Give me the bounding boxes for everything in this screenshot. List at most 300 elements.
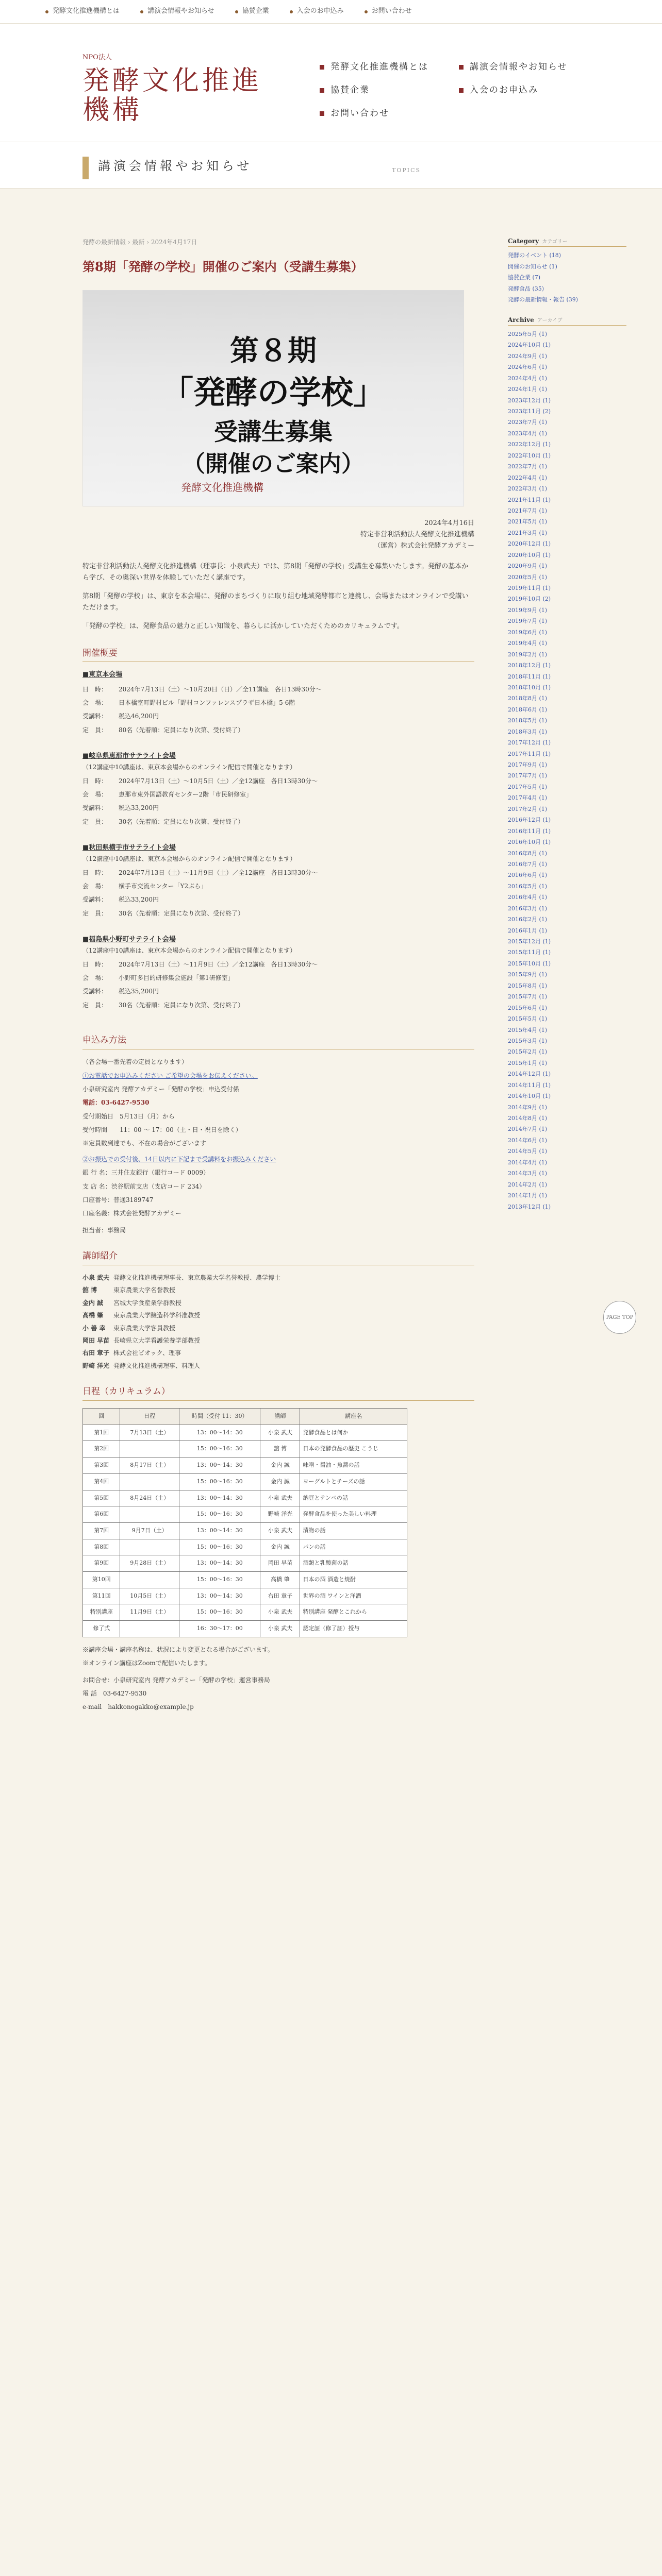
topbar-link-4[interactable]: [365, 6, 412, 17]
sidebar-archive-link[interactable]: 2015年10月 (1): [508, 960, 551, 967]
section-heading-apply: 申込み方法: [82, 1033, 474, 1049]
sig-operator: （運営）株式会社発酵アカデミー: [374, 541, 474, 550]
sidebar-archive-link[interactable]: 2021年5月 (1): [508, 518, 548, 526]
sidebar-archive-link[interactable]: 2014年9月 (1): [508, 1104, 548, 1111]
venue-info-row: [82, 698, 474, 708]
table-cell: 8月17日（土）: [120, 1458, 179, 1474]
table-row: [83, 1588, 407, 1604]
venue-info-key: 定 員：: [82, 726, 108, 734]
contact-line-3: e-mail hakkonogakko@example.jp: [82, 1703, 194, 1711]
table-row: [83, 1473, 407, 1490]
gnav-item-2[interactable]: [320, 83, 459, 98]
intro-paragraph-2: 第8期「発酵の学校」は、東京を本会場に、発酵のまちづくりに取り組む地域発酵都市と連携し、会場またはオンラインで受講いただけます。: [82, 592, 469, 612]
sidebar-archive-link[interactable]: 2018年8月 (1): [508, 695, 548, 702]
venue-info-key: 日 時：: [82, 685, 108, 693]
sidebar-archive-link[interactable]: 2018年10月 (1): [508, 684, 551, 691]
hero-line-1: 第８期: [230, 333, 317, 368]
sidebar-archive-link[interactable]: 2016年2月 (1): [508, 916, 548, 923]
venue-spacer: [82, 735, 474, 744]
venue-info-value: 30名（先着順：定員になり次第、受付終了）: [119, 909, 244, 917]
table-cell: 漬物の話: [300, 1522, 407, 1539]
venue-info-key: 定 員：: [82, 909, 108, 917]
table-cell: パンの話: [300, 1539, 407, 1555]
lecturer-row: [82, 1298, 474, 1308]
table-cell: 第4回: [83, 1473, 120, 1490]
topbar-link-label: 講演会情報やお知らせ: [147, 7, 214, 15]
logo-main-text: 発酵文化推進機構: [82, 65, 262, 126]
table-cell: 第1回: [83, 1425, 120, 1441]
sidebar-category-link[interactable]: 開催のお知らせ (1): [508, 263, 557, 270]
lecturer-row: [82, 1285, 474, 1295]
table-cell: 15：00〜16：30: [179, 1604, 260, 1621]
lecturer-row: [82, 1361, 474, 1371]
sidebar-archive-link[interactable]: 2018年5月 (1): [508, 717, 548, 724]
sidebar-archive-link[interactable]: 2022年12月 (1): [508, 441, 551, 448]
venue-info-value: 恵那市東外国語教育センター2階「市民研修室」: [119, 790, 253, 798]
page-top-button[interactable]: PAGE TOP: [603, 1301, 636, 1334]
venue-heading: ■岐阜県恵那市サテライト会場: [82, 752, 176, 760]
venue-info-value: 2024年7月13日（土）〜10月5日（土）／全12講座 各日13時30分〜: [119, 777, 318, 785]
gnav-item-4[interactable]: [320, 106, 459, 121]
section-heading-outline: 開催概要: [82, 646, 474, 663]
table-cell: [120, 1441, 179, 1458]
gnav-item-label: 発酵文化推進機構とは: [330, 62, 428, 72]
venue-info-row: [82, 1000, 474, 1010]
table-cell: 13：00〜14：30: [179, 1458, 260, 1474]
gnav-item-3[interactable]: [459, 83, 598, 98]
table-cell: [120, 1571, 179, 1588]
venue-info-value: 税込33,200円: [119, 896, 159, 904]
logo-small-text: NPO法人: [82, 54, 112, 61]
venue-info-key: 受講料：: [82, 988, 108, 995]
table-cell: 15：00〜16：30: [179, 1571, 260, 1588]
venue-info-value: 日本橋室町野村ビル「野村コンファレンスプラザ日本橋」5-6階: [119, 699, 295, 706]
sidebar-archive-link[interactable]: 2024年9月 (1): [508, 352, 548, 360]
topbar-link-1[interactable]: [140, 6, 214, 17]
sidebar-archive-link[interactable]: 2022年3月 (1): [508, 485, 548, 493]
lecturer-name: 高橋 肇: [82, 1312, 104, 1319]
topbar-link-3[interactable]: [290, 6, 344, 17]
table-cell: 小泉 武夫: [260, 1522, 300, 1539]
sidebar-archive-link[interactable]: 2015年3月 (1): [508, 1037, 548, 1044]
sidebar-category-link[interactable]: 発酵のイベント (18): [508, 252, 561, 259]
sidebar-archive-link[interactable]: 2018年11月 (1): [508, 673, 551, 680]
apply-hours-3: ※定員数到達でも、不在の場合がございます: [82, 1140, 207, 1147]
venue-info-key: 日 時：: [82, 960, 108, 968]
venue-spacer: [82, 827, 474, 836]
curriculum-header-cell: 講師: [260, 1409, 300, 1425]
venue-info-row: [82, 868, 474, 878]
venue-info-key: 日 時：: [82, 869, 108, 876]
sidebar-archive-link[interactable]: 2014年5月 (1): [508, 1148, 548, 1155]
square-bullet-icon: [320, 111, 324, 116]
table-cell: 小泉 武夫: [260, 1490, 300, 1506]
sidebar-archive-link[interactable]: 2020年5月 (1): [508, 573, 548, 581]
table-cell: [120, 1539, 179, 1555]
footnote-2: ※オンライン講座はZoomで配信いたします。: [82, 1659, 211, 1667]
sidebar-archive-link[interactable]: 2015年12月 (1): [508, 938, 551, 945]
table-cell: 世界の酒 ワインと洋酒: [300, 1588, 407, 1604]
table-cell: 特別講座: [83, 1604, 120, 1621]
square-bullet-icon: [459, 65, 464, 70]
topbar-link-0[interactable]: [45, 6, 120, 17]
sidebar-archive-link[interactable]: 2015年5月 (1): [508, 1015, 548, 1023]
sidebar-archive-link[interactable]: 2015年1月 (1): [508, 1059, 548, 1066]
table-row: [83, 1425, 407, 1441]
sidebar-archive-link[interactable]: 2020年9月 (1): [508, 563, 548, 570]
table-cell: 13：00〜14：30: [179, 1588, 260, 1604]
sidebar-category-heading: Category カテゴリー: [508, 236, 626, 247]
apply-hours-1: 受付期始日 5月13日（月）から: [82, 1112, 175, 1120]
venue-info-value: 30名（先着順：定員になり次第、受付終了）: [119, 1001, 244, 1009]
square-bullet-icon: [320, 88, 324, 93]
topbar-link-label: 発酵文化推進機構とは: [53, 7, 120, 15]
gnav-item-0[interactable]: [320, 60, 459, 75]
venue-subnote: （12講座中10講座は、東京本会場からのオンライン配信で開催となります）: [82, 947, 296, 955]
sidebar-archive-link[interactable]: 2016年1月 (1): [508, 927, 548, 934]
sidebar-archive-link[interactable]: 2021年3月 (1): [508, 529, 548, 536]
table-row: [83, 1571, 407, 1588]
sidebar-archive-link[interactable]: 2018年6月 (1): [508, 706, 548, 713]
square-bullet-icon: [320, 65, 324, 70]
post-title: 第8期「発酵の学校」開催のご案内（受講生募集）: [82, 259, 363, 274]
venue-info-value: 80名（先着順：定員になり次第、受付終了）: [119, 726, 244, 734]
apply-hours-2: 受付時間 11：00 〜 17：00（土・日・祝日を除く）: [82, 1126, 242, 1134]
top-utility-bar: [0, 0, 662, 24]
topbar-link-2[interactable]: [235, 6, 269, 17]
sidebar-archive-link[interactable]: 2020年10月 (1): [508, 551, 551, 558]
bullet-icon: [140, 10, 143, 13]
table-cell: [120, 1473, 179, 1490]
section-heading-lecturers: 講師紹介: [82, 1249, 474, 1265]
table-cell: 第3回: [83, 1458, 120, 1474]
sidebar-archive-link[interactable]: 2017年7月 (1): [508, 772, 548, 779]
table-cell: 味噌・醤油・魚醤の話: [300, 1458, 407, 1474]
table-cell: 第10回: [83, 1571, 120, 1588]
hero-logo: 発酵文化推進機構: [181, 481, 263, 494]
bank-line-2: 支 店 名：渋谷駅前支店（支店コード 234）: [82, 1182, 206, 1190]
sidebar-archive-link[interactable]: 2015年6月 (1): [508, 1004, 548, 1011]
table-cell: 第11回: [83, 1588, 120, 1604]
venue-info-row: [82, 803, 474, 813]
post-body: [82, 257, 474, 1716]
gnav-item-1[interactable]: [459, 60, 598, 75]
sidebar-archive-link[interactable]: 2017年4月 (1): [508, 794, 548, 802]
venue-info-row: [82, 684, 474, 694]
venue-list: [82, 669, 474, 1020]
curriculum-header-cell: 時間（受付 11：30）: [179, 1409, 260, 1425]
bullet-icon: [290, 10, 293, 13]
table-row: [83, 1555, 407, 1572]
table-cell: 15：00〜16：30: [179, 1539, 260, 1555]
sidebar-archive-link[interactable]: 2016年11月 (1): [508, 827, 551, 835]
venue-info-value: 小野町多目的研修集会施設「第1研修室」: [119, 974, 234, 982]
lecturer-row: [82, 1335, 474, 1346]
gnav-item-label: お問い合わせ: [330, 108, 389, 118]
sidebar-archive-link[interactable]: 2014年8月 (1): [508, 1115, 548, 1122]
gnav-item-label: 講演会情報やお知らせ: [470, 62, 568, 72]
sidebar-archive-link[interactable]: 2016年7月 (1): [508, 860, 548, 868]
sidebar-archive-link[interactable]: 2018年12月 (1): [508, 662, 551, 669]
sidebar-archive-link[interactable]: 2014年2月 (1): [508, 1181, 548, 1188]
bullet-icon: [45, 10, 48, 13]
table-cell: 金内 誠: [260, 1473, 300, 1490]
sidebar-archive-link[interactable]: 2016年12月 (1): [508, 817, 551, 824]
hero-line-2: 「発酵の学校」: [161, 373, 385, 411]
table-cell: 15：00〜16：30: [179, 1506, 260, 1523]
sidebar-archive-link[interactable]: 2017年12月 (1): [508, 739, 551, 747]
curriculum-header-cell: 講座名: [300, 1409, 407, 1425]
site-logo[interactable]: [82, 52, 278, 126]
apply-bank-link[interactable]: ②お振込での受付後、14日以内に下記まで受講料をお振込みください: [82, 1155, 276, 1163]
table-cell: 舘 博: [260, 1441, 300, 1458]
sidebar-archive-link[interactable]: 2019年2月 (1): [508, 651, 548, 658]
sig-org: 特定非営利活動法人発酵文化推進機構: [360, 530, 474, 538]
sidebar-category-link[interactable]: 協賛企業 (7): [508, 274, 541, 281]
lecturer-name: 金内 誠: [82, 1299, 104, 1307]
table-cell: 日本の酒 酒造と焼酎: [300, 1571, 407, 1588]
sidebar-archive-link[interactable]: 2019年7月 (1): [508, 618, 548, 625]
sidebar-archive-link[interactable]: 2019年9月 (1): [508, 606, 548, 614]
lecturer-name: 小 善 幸: [82, 1324, 106, 1332]
table-cell: 納豆とテンペの話: [300, 1490, 407, 1506]
intro-paragraph-1: 特定非営利活動法人発酵文化推進機構（理事長：小泉武夫）では、第8期「発酵の学校」受講生を募集いたします。発酵の基本から学び、その奥深い世界を体験していただく講座です。: [82, 563, 469, 582]
curriculum-header-cell: 回: [83, 1409, 120, 1425]
venue-info-row: [82, 881, 474, 891]
sidebar-archive-link[interactable]: 2019年6月 (1): [508, 629, 548, 636]
sidebar-archive-link[interactable]: 2017年5月 (1): [508, 783, 548, 790]
gnav-item-label: 入会のお申込み: [470, 84, 538, 95]
sidebar-archive-link[interactable]: 2014年7月 (1): [508, 1126, 548, 1133]
sidebar-archive-link[interactable]: 2014年1月 (1): [508, 1192, 548, 1199]
table-cell: 第2回: [83, 1441, 120, 1458]
apply-phone-link[interactable]: ①お電話でお申込みください ご希望の会場をお伝えください。: [82, 1072, 258, 1079]
sidebar: [508, 236, 626, 1212]
apply-tel: 電話：03-6427-9530: [82, 1099, 150, 1107]
table-cell: 日本の発酵食品の歴史 こうじ: [300, 1441, 407, 1458]
topbar-link-label: お問い合わせ: [371, 7, 412, 15]
table-cell: 岡田 早苗: [260, 1555, 300, 1572]
venue-info-key: 受講料：: [82, 713, 108, 720]
table-cell: 13：00〜14：30: [179, 1522, 260, 1539]
table-cell: 第6回: [83, 1506, 120, 1523]
table-row: [83, 1506, 407, 1523]
sidebar-archive-link[interactable]: 2015年8月 (1): [508, 982, 548, 989]
sidebar-archive-link[interactable]: 2025年5月 (1): [508, 330, 548, 337]
venue-info-row: [82, 973, 474, 983]
bullet-icon: [235, 10, 238, 13]
venue-info-key: 受講料：: [82, 804, 108, 812]
lecturer-name: 野崎 洋光: [82, 1362, 110, 1369]
venue-subnote: （12講座中10講座は、東京本会場からのオンライン配信で開催となります）: [82, 855, 296, 863]
venue-spacer: [82, 919, 474, 928]
lecturer-name: 岡田 早苗: [82, 1337, 110, 1345]
sidebar-archive-link[interactable]: 2024年1月 (1): [508, 386, 548, 393]
sidebar-archive-link[interactable]: 2017年2月 (1): [508, 805, 548, 812]
curriculum-header-cell: 日程: [120, 1409, 179, 1425]
sidebar-archive-link[interactable]: 2015年9月 (1): [508, 971, 548, 978]
table-cell: 金内 誠: [260, 1458, 300, 1474]
venue-info-row: [82, 817, 474, 827]
sidebar-archive-link[interactable]: 2022年4月 (1): [508, 474, 548, 481]
venue-info-row: [82, 986, 474, 996]
venue-info-row: [82, 776, 474, 786]
sidebar-category-link[interactable]: 発酵食品 (35): [508, 285, 544, 292]
table-cell: 13：00〜14：30: [179, 1490, 260, 1506]
sidebar-archive-link[interactable]: 2024年4月 (1): [508, 375, 548, 382]
square-bullet-icon: [459, 88, 464, 93]
category-list: [508, 250, 626, 305]
venue-heading: ■東京本会場: [82, 671, 123, 679]
table-cell: 野崎 洋光: [260, 1506, 300, 1523]
sidebar-archive-link[interactable]: 2017年11月 (1): [508, 750, 551, 757]
sidebar-archive-link[interactable]: 2013年12月 (1): [508, 1203, 551, 1210]
sidebar-archive-link[interactable]: 2014年3月 (1): [508, 1170, 548, 1177]
table-row: [83, 1604, 407, 1621]
table-cell: 発酵食品とは何か: [300, 1425, 407, 1441]
table-cell: 13：00〜14：30: [179, 1555, 260, 1572]
lecturer-row: [82, 1348, 474, 1358]
sidebar-archive-link[interactable]: 2022年10月 (1): [508, 452, 551, 459]
lecturer-name: 舘 博: [82, 1286, 97, 1294]
lecturer-role: 発酵文化推進機構理事、料理人: [113, 1362, 201, 1369]
contact-line-1: お問合せ：小泉研究室内 発酵アカデミー「発酵の学校」運営事務局: [82, 1676, 270, 1684]
sig-date: 2024年4月16日: [424, 519, 474, 527]
table-row: [83, 1490, 407, 1506]
sidebar-archive-link[interactable]: 2023年7月 (1): [508, 419, 548, 426]
lecturer-name: 小泉 武夫: [82, 1274, 110, 1282]
sidebar-category-link[interactable]: 発酵の最新情報・報告 (39): [508, 296, 578, 303]
sidebar-archive-link[interactable]: 2015年2月 (1): [508, 1048, 548, 1056]
table-cell: 7月13日（土）: [120, 1425, 179, 1441]
table-cell: 15：00〜16：30: [179, 1473, 260, 1490]
table-cell: 認定証（修了証）授与: [300, 1621, 407, 1637]
sidebar-archive-link[interactable]: 2015年11月 (1): [508, 949, 551, 956]
venue-info-value: 2024年7月13日（土）〜10月20日（日）／全11講座 各日13時30分〜: [119, 685, 322, 693]
venue-info-value: 税込46,200円: [119, 713, 159, 720]
sidebar-archive-link[interactable]: 2014年6月 (1): [508, 1137, 548, 1144]
sidebar-archive-link[interactable]: 2015年4月 (1): [508, 1026, 548, 1033]
table-cell: 特別講座 発酵とこれから: [300, 1604, 407, 1621]
sidebar-archive-link[interactable]: 2016年10月 (1): [508, 839, 551, 846]
apply-contact-person: 担当者：事務局: [82, 1226, 126, 1234]
venue-info-row: [82, 894, 474, 905]
lecturer-role: 東京農業大学客員教授: [113, 1324, 176, 1332]
lecturer-row: [82, 1273, 474, 1283]
bank-line-4: 口座名義：株式会社発酵アカデミー: [82, 1210, 181, 1217]
venue-info-key: 定 員：: [82, 1001, 108, 1009]
table-row: [83, 1441, 407, 1458]
table-cell: 小泉 武夫: [260, 1425, 300, 1441]
sidebar-archive-link[interactable]: 2014年10月 (1): [508, 1093, 551, 1100]
sidebar-archive-link[interactable]: 2021年11月 (1): [508, 496, 551, 503]
table-cell: 高橋 肇: [260, 1571, 300, 1588]
venue-subnote: （12講座中10講座は、東京本会場からのオンライン配信で開催となります）: [82, 764, 296, 771]
table-row: [83, 1522, 407, 1539]
sidebar-archive-link[interactable]: 2016年5月 (1): [508, 883, 548, 890]
contact-line-2: 電 話 03-6427-9530: [82, 1689, 147, 1697]
global-nav: [320, 60, 598, 121]
venue-info-value: 税込33,200円: [119, 804, 159, 812]
venue-info-row: [82, 908, 474, 919]
intro-paragraph-3: 「発酵の学校」は、発酵食品の魅力と正しい知識を、暮らしに活かしていただくためのカリキュラムです。: [82, 622, 404, 631]
table-cell: 13：00〜14：30: [179, 1425, 260, 1441]
sidebar-archive-link[interactable]: 2019年4月 (1): [508, 640, 548, 647]
archive-list: [508, 329, 626, 1212]
sidebar-archive-link[interactable]: 2023年4月 (1): [508, 430, 548, 437]
curriculum-table: [82, 1408, 407, 1637]
sidebar-archive-link[interactable]: 2020年12月 (1): [508, 540, 551, 548]
lecturer-row: [82, 1310, 474, 1320]
sidebar-archive-link[interactable]: 2014年11月 (1): [508, 1081, 551, 1089]
sidebar-archive-link[interactable]: 2016年8月 (1): [508, 850, 548, 857]
sidebar-archive-link[interactable]: 2019年10月 (2): [508, 596, 551, 603]
sidebar-archive-link[interactable]: 2018年3月 (1): [508, 728, 548, 735]
curriculum-header-row: [83, 1409, 407, 1425]
venue-info-row: [82, 725, 474, 735]
topbar-link-label: 入会のお申込み: [296, 7, 344, 15]
sidebar-archive-link[interactable]: 2015年7月 (1): [508, 993, 548, 1001]
page-title: 講演会情報やお知らせ: [98, 159, 253, 173]
table-cell: 11月9日（土）: [120, 1604, 179, 1621]
topbar-link-label: 協賛企業: [242, 7, 269, 15]
lecturer-role: 発酵文化推進機構理事長、東京農業大学名誉教授、農学博士: [113, 1274, 281, 1282]
sidebar-archive-link[interactable]: 2014年12月 (1): [508, 1071, 551, 1078]
venue-heading: ■福島県小野町サテライト会場: [82, 936, 176, 944]
lecturer-list: [82, 1273, 474, 1371]
site-header: [0, 24, 662, 142]
sidebar-archive-link[interactable]: 2022年7月 (1): [508, 463, 548, 470]
table-cell: 第7回: [83, 1522, 120, 1539]
lecturer-role: 東京農業大学名誉教授: [113, 1286, 176, 1294]
table-cell: 金内 誠: [260, 1539, 300, 1555]
sidebar-archive-link[interactable]: 2014年4月 (1): [508, 1159, 548, 1166]
sidebar-archive-heading: Archive アーカイブ: [508, 315, 626, 326]
hero-line-3: 受講生募集: [214, 417, 333, 446]
bank-line-1: 銀 行 名：三井住友銀行（銀行コード 0009）: [82, 1169, 209, 1177]
venue-info-value: 30名（先着順：定員になり次第、受付終了）: [119, 818, 244, 825]
sidebar-archive-link[interactable]: 2024年10月 (1): [508, 342, 551, 349]
table-cell: 修了式: [83, 1621, 120, 1637]
table-row: [83, 1621, 407, 1637]
sidebar-archive-link[interactable]: 2016年6月 (1): [508, 872, 548, 879]
hero-line-4: （開催のご案内）: [183, 450, 364, 477]
apply-note: （各会場一番先着の定員となります）: [82, 1058, 188, 1066]
sidebar-archive-link[interactable]: 2021年7月 (1): [508, 507, 548, 514]
sidebar-archive-link[interactable]: 2016年3月 (1): [508, 905, 548, 912]
sidebar-archive-link[interactable]: 2024年6月 (1): [508, 364, 548, 371]
hero-flyer-image: [82, 290, 464, 506]
bullet-icon: [365, 10, 368, 13]
venue-info-key: 日 時：: [82, 777, 108, 785]
table-cell: ヨーグルトとチーズの話: [300, 1473, 407, 1490]
sidebar-archive-link[interactable]: 2023年12月 (1): [508, 397, 551, 404]
table-cell: 発酵食品を使った美しい料理: [300, 1506, 407, 1523]
table-cell: 第8回: [83, 1539, 120, 1555]
venue-info-key: 会 場：: [82, 974, 108, 982]
sidebar-archive-link[interactable]: 2017年9月 (1): [508, 761, 548, 769]
sidebar-archive-link[interactable]: 2023年11月 (2): [508, 408, 551, 415]
lecturer-role: 東京農業大学醸造科学科准教授: [113, 1312, 201, 1319]
venue-heading: ■秋田県横手市サテライト会場: [82, 844, 176, 852]
venue-info-value: 横手市交流センター「Y2ぷら」: [119, 883, 207, 890]
breadcrumb: 発酵の最新情報 › 最新 › 2024年4月17日: [82, 239, 197, 246]
sidebar-archive-link[interactable]: 2019年11月 (1): [508, 585, 551, 592]
table-cell: [120, 1621, 179, 1637]
sidebar-archive-link[interactable]: 2016年4月 (1): [508, 894, 548, 901]
venue-info-key: 会 場：: [82, 790, 108, 798]
table-cell: 8月24日（土）: [120, 1490, 179, 1506]
